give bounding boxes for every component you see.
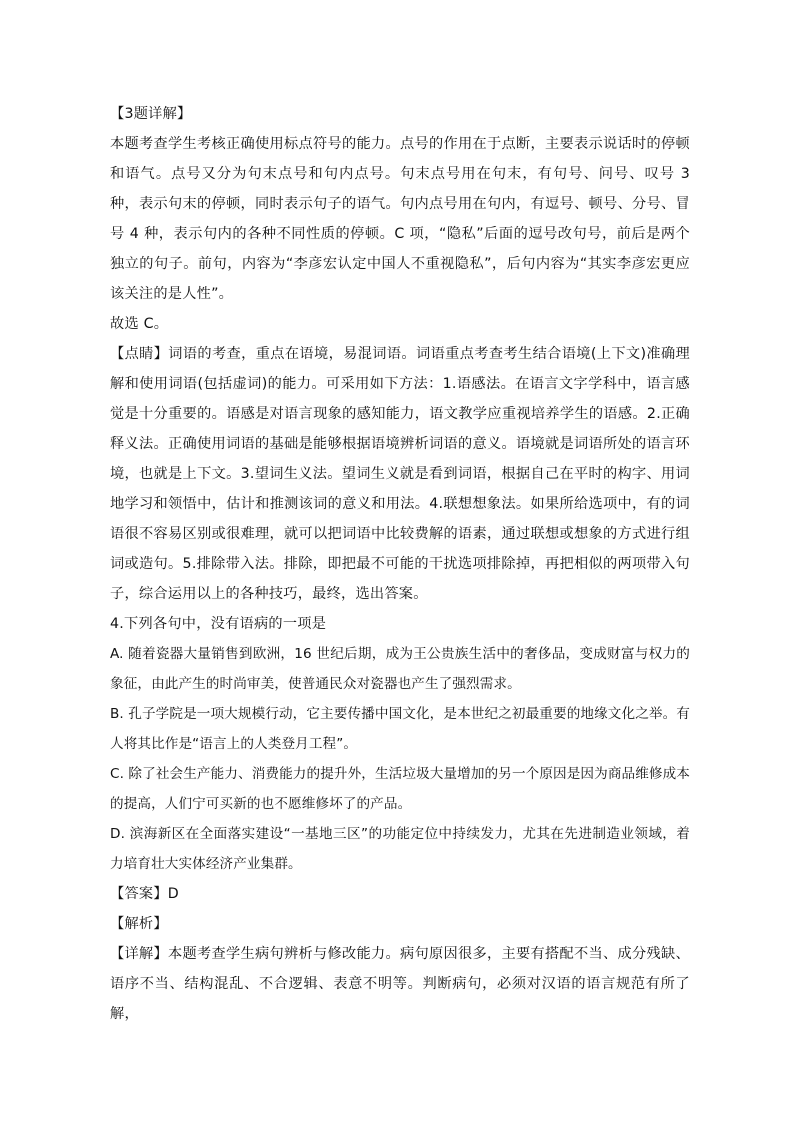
paragraph-detailed-analysis: 【详解】本题考查学生病句辨析与修改能力。病句原因很多，主要有搭配不当、成分残缺、语序不当、结构混乱、不合逻辑、表意不明等。判断病句，必须对汉语的语言规范有所了解， xyxy=(110,946,690,1022)
option-c: C. 除了社会生产能力、消费能力的提升外，生活垃圾大量增加的另一个原因是因为商品维修成本的提高，人们宁可买新的也不愿维修坏了的产品。 xyxy=(110,766,690,812)
section-heading-q3-explanation: 【3题详解】 xyxy=(110,106,192,122)
question-4-stem: 4.下列各句中，没有语病的一项是 xyxy=(110,616,327,632)
paragraph-answer-choice: 故选 C。 xyxy=(110,316,169,332)
option-b: B. 孔子学院是一项大规模行动，它主要传播中国文化，是本世纪之初最重要的地缘文化之举。有人将其比作是“语言上的人类登月工程”。 xyxy=(110,706,690,752)
answer-label: 【答案】D xyxy=(110,886,179,902)
option-a: A. 随着瓷器大量销售到欧洲，16 世纪后期，成为王公贵族生活中的奢侈品，变成财富与权力的象征，由此产生的时尚审美，使普通民众对瓷器也产生了强烈需求。 xyxy=(110,646,690,692)
option-d: D. 滨海新区在全面落实建设“一基地三区”的功能定位中持续发力，尤其在先进制造业领域，着力培育壮大实体经济产业集群。 xyxy=(110,826,690,872)
analysis-label: 【解析】 xyxy=(110,916,168,932)
paragraph-tips: 【点睛】词语的考查，重点在语境，易混词语。词语重点考查考生结合语境(上下文)准确理解和使用词语(包括虚词)的能力。可采用如下方法：1.语感法。在语言文字学科中，语言感觉是十分重要的。语感是对语言现象的感知能力，语文教学应重视培养学生的语感。2.正确释义法。正确使用词语的基础是能够根据语境辨析词语的意义。语境就是词语所处的语言环境，也就是上下文。3.望词生义法。望词生义就是看到词语，根据自己在平时的构字、用词地学习和领悟中，估计和推测该词的意义和用法。4.联想想象法。如果所给选项中，有的词语很不容易区别或很难理，就可以把词语中比较费解的语素，通过联想或想象的方式进行组词或造句。5.排除带入法。排除，即把最不可能的干扰选项排除掉，再把相似的两项带入句子，综合运用以上的各种技巧，最终，选出答案。 xyxy=(110,346,690,602)
paragraph-punctuation-explanation: 本题考查学生考核正确使用标点符号的能力。点号的作用在于点断，主要表示说话时的停顿和语气。点号又分为句末点号和句内点号。句末点号用在句末，有句号、问号、叹号 3 种，表示句末的停顿，同时表示句子的语气。句内点号用在句内，有逗号、顿号、分号、冒号 4 种，表示句内的各种不同性质的停顿。C 项，“隐私”后面的逗号改句号，前后是两个独立的句子。前句，内容为“李彦宏认定中国人不重视隐私”，后句内容为“其实李彦宏更应该关注的是人性”。 xyxy=(110,136,690,302)
